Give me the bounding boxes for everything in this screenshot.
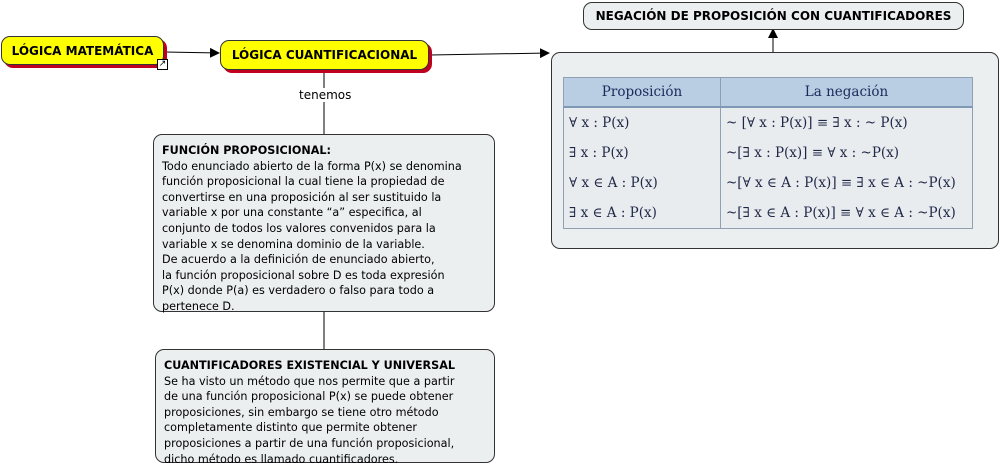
node-logica-matematica[interactable] [1, 36, 164, 65]
node-funcion-proposicional[interactable] [153, 134, 495, 312]
table-cell: ∃ x ∈ A : P(x) [564, 198, 721, 229]
table-row [564, 168, 973, 198]
funcion-line: la función proposicional sobre D es toda expresión [162, 268, 445, 282]
node-cuantificadores[interactable] [155, 349, 495, 466]
table-cell: ∃ x : P(x) [564, 138, 721, 168]
node-tabla-negacion[interactable] [551, 52, 999, 249]
funcion-line: variable x se denomina dominio de la variable. [162, 237, 425, 251]
table-cell: ~[∀ x ∈ A : P(x)] ≡ ∃ x ∈ A : ~P(x) [726, 175, 956, 191]
cuantificadores-line: Se ha visto un método que nos permite que a partir [164, 374, 455, 388]
cuantificadores-line: completamente distinto que permite obtener [164, 421, 417, 435]
table-cell: ~[∃ x ∈ A : P(x)] ≡ ∀ x ∈ A : ~P(x) [726, 205, 956, 221]
funcion-line: De acuerdo a la definición de enunciado abierto, [162, 253, 435, 267]
cuantificadores-line: proposiciones a partir de una función proposicional, [164, 436, 455, 450]
funcion-line: conjunto de todos los valores convenidos para la [162, 221, 436, 235]
cuantificadores-line: proposiciones, sin embargo se tiene otro método [164, 405, 439, 419]
header-proposicion: Proposición [564, 78, 721, 108]
cuantificadores-line: de una función proposicional P(x) se puede obtener [164, 390, 454, 404]
table-row [564, 138, 973, 168]
funcion-line: P(x) donde P(a) es verdadero o falso para todo a [162, 284, 435, 298]
external-link-icon[interactable]: ↗ [158, 59, 167, 69]
funcion-line: pertenece D. [162, 299, 235, 313]
node-logica-cuantificacional-label: LÓGICA CUANTIFICACIONAL [231, 48, 418, 62]
table-cell: ~ [∀ x : P(x)] ≡ ∃ x : ~ P(x) [726, 115, 908, 131]
cuantificadores-title: CUANTIFICADORES EXISTENCIAL Y UNIVERSAL [164, 359, 455, 372]
node-logica-matematica-label: LÓGICA MATEMÁTICA [11, 43, 154, 58]
funcion-line: función proposicional la cual tiene la propiedad de [162, 175, 445, 189]
table-row [564, 198, 973, 229]
table-cell: ~[∃ x : P(x)] ≡ ∀ x : ~P(x) [726, 145, 900, 161]
table-row [564, 107, 973, 138]
link-label-tenemos: tenemos [299, 88, 352, 102]
funcion-line: convertirse en una proposición al ser sustituido la [162, 190, 442, 204]
table-cell: ∀ x ∈ A : P(x) [564, 168, 721, 198]
node-negacion-label: NEGACIÓN DE PROPOSICIÓN CON CUANTIFICADORES [595, 9, 952, 23]
header-negacion: La negación [721, 78, 973, 108]
negation-table [563, 77, 973, 229]
funcion-title: FUNCIÓN PROPOSICIONAL: [162, 144, 331, 157]
funcion-line: Todo enunciado abierto de la forma P(x) se denomina [162, 159, 462, 173]
edge-cuantificacional-tabla [430, 53, 549, 55]
table-cell: ∀ x : P(x) [564, 107, 721, 138]
edge-matematica-cuantificacional [165, 52, 219, 53]
funcion-line: variable x por una constante “a” especifica, al [162, 206, 422, 220]
cuantificadores-line: dicho método es llamado cuantificadores. [164, 452, 399, 466]
node-logica-cuantificacional[interactable] [220, 40, 429, 70]
table-header-row [564, 78, 973, 108]
node-negacion[interactable] [583, 2, 964, 30]
